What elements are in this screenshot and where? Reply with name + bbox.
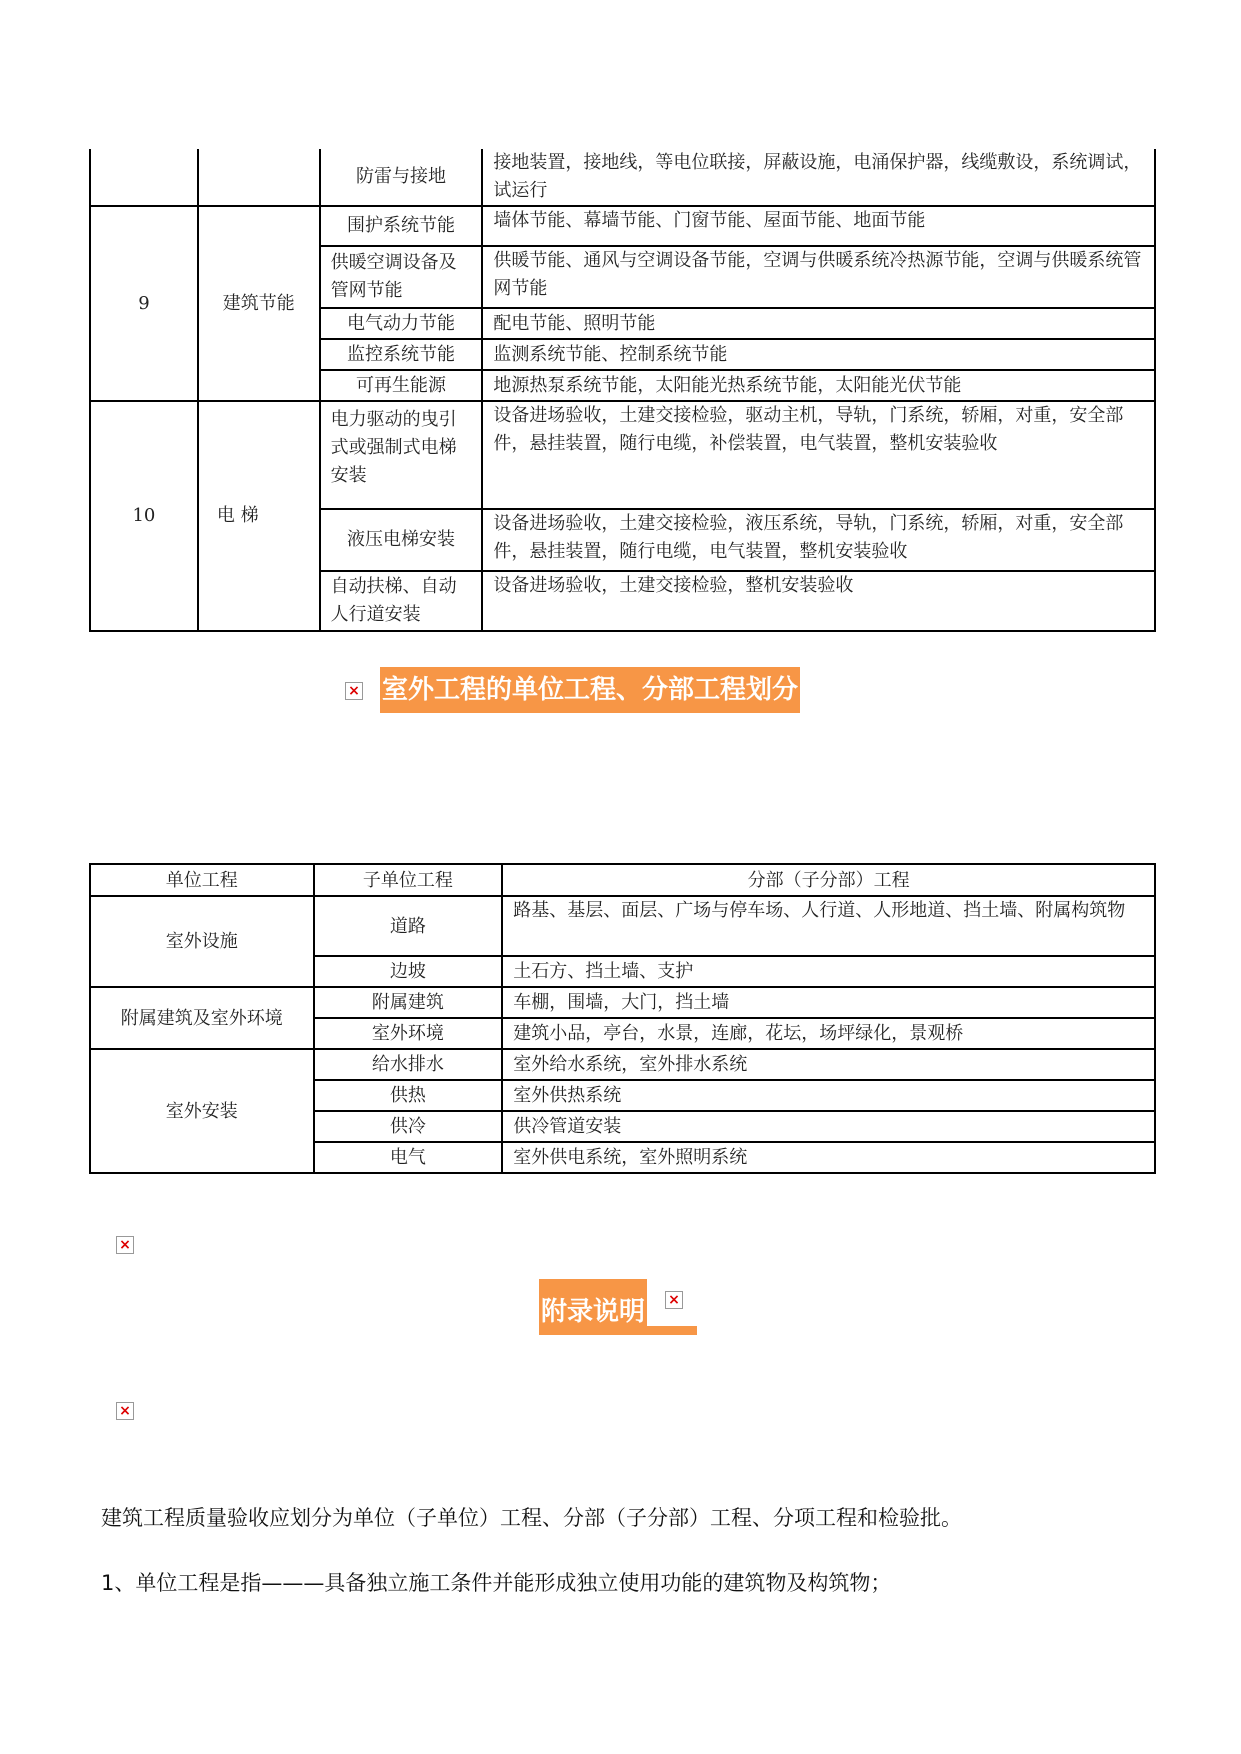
table-cell-items: 设备进场验收，土建交接检验，驱动主机，导轨，门系统，轿厢，对重，安全部件，悬挂装置，随行电缆，补偿装置，电气装置，整机安装验收 bbox=[482, 401, 1155, 509]
heading-underline-bar bbox=[647, 1326, 697, 1335]
table-row bbox=[90, 896, 1155, 956]
table-cell-items: 接地装置，接地线，等电位联接，屏蔽设施，电涌保护器，线缆敷设，系统调试，试运行 bbox=[482, 149, 1155, 206]
table-cell-sub: 室外环境 bbox=[314, 1018, 503, 1049]
table-cell-items: 设备进场验收，土建交接检验，整机安装验收 bbox=[482, 571, 1155, 631]
table-cell-items: 监测系统节能、控制系统节能 bbox=[482, 339, 1155, 370]
table-cell-unit: 附属建筑及室外环境 bbox=[90, 987, 314, 1049]
table-cell-items: 墙体节能、幕墙节能、门窗节能、屋面节能、地面节能 bbox=[482, 206, 1155, 246]
table-cell-sub: 电气 bbox=[314, 1142, 503, 1173]
column-header: 分部（子分部）工程 bbox=[502, 864, 1155, 896]
table-row bbox=[90, 401, 1155, 509]
table-cell-sub: 监控系统节能 bbox=[320, 339, 483, 370]
table-cell-items: 设备进场验收，土建交接检验，液压系统，导轨，门系统，轿厢，对重，安全部件，悬挂装置，随行电缆，电气装置，整机安装验收 bbox=[482, 509, 1155, 571]
table-cell-unit: 室外安装 bbox=[90, 1049, 314, 1173]
broken-image-icon: × bbox=[116, 1236, 134, 1254]
table-cell-name: 建筑节能 bbox=[198, 206, 320, 401]
table-header-row bbox=[90, 864, 1155, 896]
table-cell-num: 10 bbox=[90, 401, 198, 631]
section-heading: 室外工程的单位工程、分部工程划分 bbox=[380, 667, 800, 713]
table-cell-sub: 给水排水 bbox=[314, 1049, 503, 1080]
table-cell-items: 供冷管道安装 bbox=[502, 1111, 1155, 1142]
table-cell-items: 建筑小品，亭台，水景，连廊，花坛，场坪绿化，景观桥 bbox=[502, 1018, 1155, 1049]
broken-image-icon: × bbox=[116, 1402, 134, 1420]
table-cell-name: 电 梯 bbox=[198, 401, 320, 631]
table-outdoor-works bbox=[89, 863, 1156, 1174]
table-cell-items: 室外供电系统，室外照明系统 bbox=[502, 1142, 1155, 1173]
table-cell-sub: 围护系统节能 bbox=[320, 206, 483, 246]
table-cell-num: 9 bbox=[90, 206, 198, 401]
table-cell-sub: 边坡 bbox=[314, 956, 503, 987]
table-cell-sub: 液压电梯安装 bbox=[320, 509, 483, 571]
table-cell-sub: 供热 bbox=[314, 1080, 503, 1111]
table-cell-sub: 防雷与接地 bbox=[320, 149, 483, 206]
table-cell-sub: 电力驱动的曳引式或强制式电梯安装 bbox=[320, 401, 483, 509]
table-cell-unit: 室外设施 bbox=[90, 896, 314, 987]
table-cell-sub: 可再生能源 bbox=[320, 370, 483, 401]
table-cell-sub: 自动扶梯、自动人行道安装 bbox=[320, 571, 483, 631]
table-cell-items: 室外给水系统，室外排水系统 bbox=[502, 1049, 1155, 1080]
table-cell-items: 供暖节能、通风与空调设备节能，空调与供暖系统冷热源节能，空调与供暖系统管网节能 bbox=[482, 246, 1155, 308]
table-row bbox=[90, 206, 1155, 246]
column-header: 单位工程 bbox=[90, 864, 314, 896]
table-cell-name bbox=[198, 149, 320, 206]
table-cell-items: 路基、基层、面层、广场与停车场、人行道、人形地道、挡土墙、附属构筑物 bbox=[502, 896, 1155, 956]
appendix-heading: 附录说明 bbox=[539, 1279, 647, 1335]
table-cell-sub: 电气动力节能 bbox=[320, 308, 483, 339]
table-cell-sub: 附属建筑 bbox=[314, 987, 503, 1018]
paragraph: 建筑工程质量验收应划分为单位（子单位）工程、分部（子分部）工程、分项工程和检验批。 bbox=[101, 1506, 962, 1530]
table-cell-num bbox=[90, 149, 198, 206]
table-cell-items: 配电节能、照明节能 bbox=[482, 308, 1155, 339]
table-row bbox=[90, 149, 1155, 206]
table-cell-items: 车棚，围墙，大门，挡土墙 bbox=[502, 987, 1155, 1018]
paragraph: 1、单位工程是指———具备独立施工条件并能形成独立使用功能的建筑物及构筑物； bbox=[101, 1571, 892, 1595]
column-header: 子单位工程 bbox=[314, 864, 503, 896]
table-cell-items: 地源热泵系统节能，太阳能光热系统节能，太阳能光伏节能 bbox=[482, 370, 1155, 401]
table-cell-sub: 供暖空调设备及管网节能 bbox=[320, 246, 483, 308]
broken-image-icon: × bbox=[665, 1291, 683, 1309]
table-row bbox=[90, 1049, 1155, 1080]
table-building-subdivisions bbox=[89, 149, 1156, 632]
broken-image-icon: × bbox=[345, 682, 363, 700]
table-row bbox=[90, 987, 1155, 1018]
table-cell-sub: 供冷 bbox=[314, 1111, 503, 1142]
table-cell-items: 土石方、挡土墙、支护 bbox=[502, 956, 1155, 987]
table-cell-sub: 道路 bbox=[314, 896, 503, 956]
table-cell-items: 室外供热系统 bbox=[502, 1080, 1155, 1111]
